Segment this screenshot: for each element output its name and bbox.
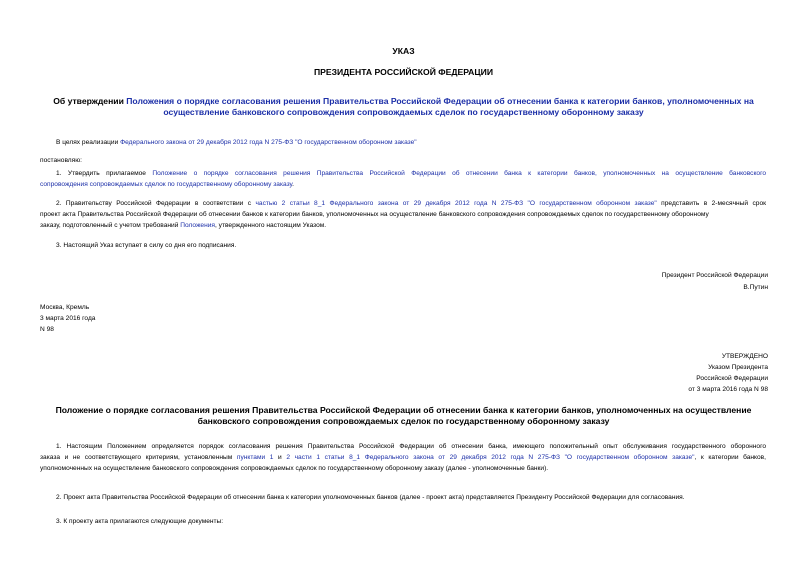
doc-issuer: ПРЕЗИДЕНТА РОССИЙСКОЙ ФЕДЕРАЦИИ — [313, 67, 494, 77]
doc-title-line-2[interactable]: осуществление банковского сопровождения сопровождаемых сделок по государственному оборонному заказу — [163, 107, 644, 117]
points-1-link[interactable]: пунктами 1 — [236, 454, 274, 461]
point-2-line-3-end: , утвержденного настоящим Указом. — [215, 222, 327, 229]
point-1-line-1 — [56, 168, 766, 179]
point-2-line-3 — [40, 220, 326, 231]
federal-law-link[interactable]: Федерального закона от 29 декабря 2012 года N 275-ФЗ "О государственном оборонном заказе" — [120, 139, 417, 146]
point-2-line-2: проект акта Правительства Российской Федерации об отнесении банков к категории банков, уполномоченных на осуществление банковского сопровождения сопровождаемых сделок по государственному оборонному — [40, 211, 709, 218]
conj-and: и — [273, 454, 287, 461]
decree-number: N 98 — [40, 326, 54, 333]
regulation-point-1-cont: , к категории банков, — [694, 454, 766, 461]
regulation-point-1-line-1: 1. Настоящим Положением определяется порядок согласования решения Правительства Российской Федерации об отнесении банка, имеющего положительный опыт обслуживания государственного оборонного — [56, 443, 766, 450]
point-2-suffix: представить в 2-месячный срок — [656, 200, 766, 207]
approval-line-3: Российской Федерации — [696, 375, 768, 382]
regulation-link-cont[interactable]: сопровождения сопровождаемых сделок по государственному оборонному заказу — [40, 181, 293, 188]
part-1-article-8-1-link[interactable]: 2 части 1 статьи 8_1 Федерального закона от 29 декабря 2012 года N 275-ФЗ "О государственном оборонном заказе" — [286, 454, 695, 461]
approval-label: УТВЕРЖДЕНО — [721, 353, 768, 360]
point-2-line-3-text: заказу, подготовленный с учетом требований — [40, 222, 181, 229]
point-1-line-2 — [40, 179, 294, 190]
point-1-prefix: 1. Утвердить прилагаемое — [56, 170, 153, 177]
sign-place: Москва, Кремль — [40, 304, 90, 311]
regulation-point-1-text: заказа и не соответствующего критериям, установленным — [40, 454, 237, 461]
point-1-end: . — [292, 181, 294, 188]
regulation-link[interactable]: Положение о порядке согласования решения Правительства Российской Федерации об отнесении банка к категории банков, уполномоченных на осуществление банковского — [152, 170, 767, 177]
point-3: 3. Настоящий Указ вступает в силу со дня его подписания. — [56, 242, 237, 249]
regulation-title-line-1: Положение о порядке согласования решения Правительства Российской Федерации об отнесении банка к категории банков, уполномоченных на осуществление — [55, 405, 752, 415]
article-8-1-link[interactable]: частью 2 статьи 8_1 Федерального закона от 29 декабря 2012 года N 275-ФЗ "О государственном оборонном заказе" — [255, 200, 657, 207]
doc-title-link[interactable]: Положения о порядке согласования решения Правительства Российской Федерации об отнесении банка к категории банков, уполномоченных на — [126, 96, 754, 106]
regulation-point-1-line-3: уполномоченных на осуществление банковского сопровождения сопровождаемых сделок по государственному оборонному заказу (далее - уполномоченные банки). — [40, 465, 549, 472]
approval-line-4: от 3 марта 2016 года N 98 — [688, 386, 768, 393]
approval-line-2: Указом Президента — [708, 364, 768, 371]
regulation-short-link[interactable]: Положения — [180, 222, 215, 229]
signature-title: Президент Российской Федерации — [661, 272, 768, 279]
intro-text: В целях реализации — [56, 139, 121, 146]
regulation-point-3: 3. К проекту акта прилагаются следующие документы: — [56, 518, 224, 525]
sign-date: 3 марта 2016 года — [40, 315, 96, 322]
doc-type: УКАЗ — [392, 46, 415, 56]
point-2-prefix: 2. Правительству Российской Федерации в соответствии с — [56, 200, 256, 207]
regulation-point-1-line-2 — [40, 452, 766, 463]
signature-name: В.Путин — [743, 284, 768, 291]
regulation-point-2: 2. Проект акта Правительства Российской Федерации об отнесении банка к категории уполномоченных банков (далее - проект акта) представляется Президенту Российской Федерации для согласования. — [56, 494, 685, 501]
intro-paragraph — [56, 137, 417, 148]
point-2-line-1 — [56, 198, 766, 209]
doc-title-prefix: Об утверждении — [53, 96, 127, 106]
decree-word: постановляю: — [40, 157, 83, 164]
regulation-title-line-2: банковского сопровождения сопровождаемых сделок по государственному оборонному заказу — [197, 416, 610, 426]
